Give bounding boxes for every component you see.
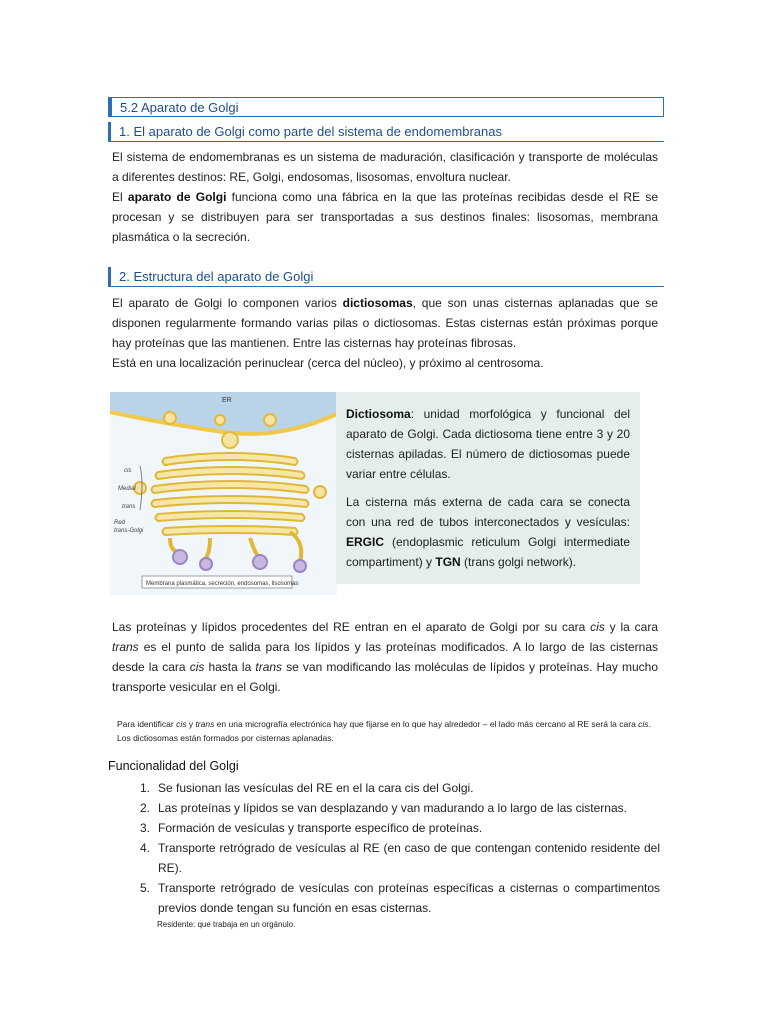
p3-text-2: y la cara [604, 620, 659, 634]
list-item-text: Las proteínas y lípidos se van desplazando y van madurando a lo largo de las cisternas. [158, 801, 627, 815]
micrograph-note [117, 717, 662, 745]
dictiosoma-info-box [336, 392, 640, 584]
paragraph-golgi-intro-pre: El [112, 190, 128, 204]
infobox-p2-mid: (endoplasmic reticulum Golgi intermediate compartiment) y [346, 535, 630, 569]
section-heading-2 [108, 267, 664, 287]
label-trans: trans [122, 504, 136, 510]
p3-text-5: se van modificando las moléculas de lípidos y proteínas. Hay mucho transporte vesicular en el Golgi. [112, 660, 658, 694]
infobox-p2-pre: La cisterna más externa de cada cara se conecta con una red de tubos interconectados y vesículas: [346, 495, 630, 529]
list-item-number: 1. [139, 781, 150, 795]
bold-tgn: TGN [435, 555, 461, 569]
section-heading-2-text: 2. Estructura del aparato de Golgi [119, 269, 314, 284]
infobox-paragraph-1 [346, 404, 630, 484]
list-item-text: Transporte retrógrado de vesículas con proteínas específicas a cisternas o compartimentos previos donde tengan su función en esas cisternas. [158, 881, 660, 915]
bold-dictiosoma: Dictiosoma [346, 407, 411, 421]
infobox-p2-post: (trans golgi network). [460, 555, 577, 569]
p3-italic-trans: trans [112, 640, 139, 654]
paragraph-endomembranas [112, 147, 658, 247]
note-italic-trans: trans [195, 719, 215, 729]
p3-italic-cis: cis [590, 620, 605, 634]
p3-italic-cis-2: cis [189, 660, 205, 674]
label-medial: Medial [118, 486, 136, 492]
list-item [130, 838, 660, 878]
paragraph-endomembranas-text: El sistema de endomembranas es un sistema de maduración, clasificación y transporte de moléculas a diferentes destinos: RE, Golgi, endosomas, lisosomas, envoltura nuclear. [112, 150, 658, 184]
infobox-p1-text: : unidad morfológica y funcional del aparato de Golgi. Cada dictiosoma tiene entre 3 y 20 cisternas apiladas. El número de dictiosomas puede variar entre células. [346, 407, 630, 481]
paragraph-estructura-pre: El aparato de Golgi lo componen varios [112, 296, 343, 310]
funcionalidad-heading: Funcionalidad del Golgi [108, 759, 239, 773]
funcionalidad-list [130, 778, 660, 918]
note-italic-cis: cis [176, 719, 187, 729]
list-item-number: 4. [139, 841, 150, 855]
paragraph-localizacion: Está en una localización perinuclear (cerca del núcleo), y próximo al centrosoma. [112, 356, 544, 370]
paragraph-golgi-intro-post: funciona como una fábrica en la que las proteínas recibidas desde el RE se procesan y se distribuyen para ser transportadas a sus destinos finales: lisosomas, membrana plasmática o la secreción. [112, 190, 658, 244]
list-item-text: Formación de vesículas y transporte específico de proteínas. [158, 821, 483, 835]
list-item [130, 878, 660, 918]
section-heading-main [108, 97, 664, 117]
p3-text-3: es el punto de salida para los lípidos y las proteínas modificados. A lo largo de las cisternas desde la cara [112, 640, 658, 674]
bold-aparato-de-golgi: aparato de Golgi [127, 190, 227, 204]
p3-text-4: hasta la [204, 660, 256, 674]
paragraph-estructura [112, 293, 658, 373]
list-item-number: 5. [139, 881, 150, 895]
bold-ergic: ERGIC [346, 535, 385, 549]
infobox-paragraph-2 [346, 492, 630, 572]
p3-text-1: Las proteínas y lípidos procedentes del RE entran en el aparato de Golgi por su cara [112, 620, 591, 634]
paragraph-cis-trans [112, 617, 658, 697]
paragraph-estructura-post: , que son unas cisternas aplanadas que se disponen regularmente formando varias pilas o dictiosomas. Estas cisternas están próximas porque hay proteínas que las mantienen. Entre las cisternas hay proteínas fibrosas. [112, 296, 658, 350]
p3-italic-trans-2: trans [255, 660, 283, 674]
note-text-2: y [186, 719, 196, 729]
list-item-text: Transporte retrógrado de vesículas al RE (en caso de que contengan contenido residente del RE). [158, 841, 660, 875]
list-item-text: Se fusionan las vesículas del RE en el la cara cis del Golgi. [158, 781, 474, 795]
label-trans-golgi: trans-Golgi [114, 528, 144, 534]
list-item [130, 778, 660, 798]
section-heading-main-text: 5.2 Aparato de Golgi [120, 100, 239, 115]
golgi-diagram [110, 392, 337, 595]
section-heading-1 [108, 122, 664, 142]
label-red: Red [114, 520, 126, 526]
note-italic-cis-2: cis [638, 719, 649, 729]
label-cis: cis [124, 468, 132, 474]
figure-caption: Membrana plasmática, secreción, endosomas, lisosomas [146, 581, 299, 587]
bold-dictiosomas: dictiosomas [342, 296, 413, 310]
note-text-4: . Los dictiosomas están formados por cisternas aplanadas. [117, 719, 651, 743]
list-item [130, 818, 660, 838]
list-item [130, 798, 660, 818]
label-er: ER [222, 397, 232, 404]
section-heading-1-text: 1. El aparato de Golgi como parte del sistema de endomembranas [119, 124, 502, 139]
footnote-residente: Residente: que trabaja en un orgánulo. [157, 920, 296, 929]
list-item-number: 3. [139, 821, 150, 835]
note-text-1: Para identificar [117, 719, 177, 729]
list-item-number: 2. [139, 801, 150, 815]
note-text-3: en una micrografía electrónica hay que fijarse en lo que hay alrededor – el lado más cercano al RE será la cara [214, 719, 639, 729]
